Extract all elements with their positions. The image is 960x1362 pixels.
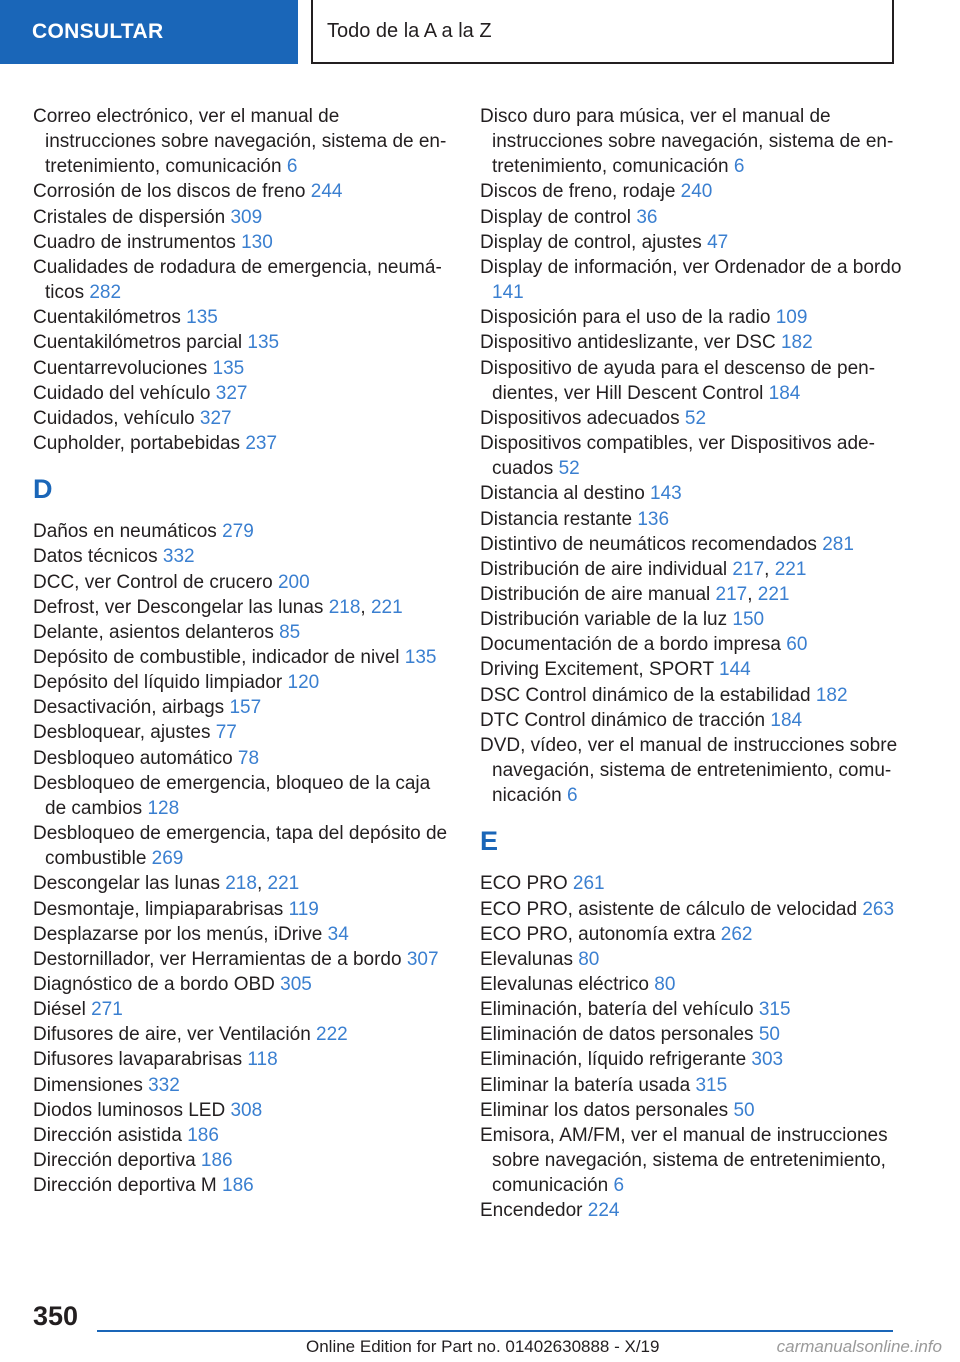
index-entry [480, 356, 910, 406]
entry-term: Distribución de aire individual [480, 558, 728, 580]
index-entry [480, 205, 910, 230]
page-number: 350 [33, 1301, 79, 1331]
index-entry [33, 1022, 453, 1047]
index-entry [480, 1047, 910, 1072]
page-reference-link[interactable]: 52 [558, 458, 580, 480]
index-entry [480, 708, 910, 733]
entry-term: Dirección deportiva M [33, 1175, 217, 1197]
page-reference-link[interactable]: 36 [636, 206, 658, 228]
entry-term: DVD, vídeo, ver el manual de instrucciones sobre navegación, sistema de entretenimiento, comunicación [480, 734, 898, 807]
index-entry [33, 1173, 453, 1198]
index-entry [480, 683, 910, 708]
entry-term: Daños en neumáticos [33, 521, 217, 543]
entry-term: DCC, ver Control de crucero [33, 571, 273, 593]
page-reference-link[interactable]: 128 [147, 797, 180, 819]
entry-term: Cristales de dispersión [33, 206, 226, 228]
entry-term: Distintivo de neumáticos recomendados [480, 533, 817, 555]
entry-term: Emisora, AM/FM, ver el manual de instrucciones sobre navegación, sistema de entretenimiento, comunicación [480, 1124, 888, 1197]
page-reference-link[interactable]: 332 [162, 546, 195, 568]
entry-term: ECO PRO, asistente de cálculo de velocidad [480, 898, 858, 920]
entry-term: Distancia al destino [480, 483, 645, 505]
entry-term: Cuidados, vehículo [33, 407, 195, 429]
index-entry [480, 871, 910, 896]
page-reference-link[interactable]: 221 [774, 558, 807, 580]
page-reference-link[interactable]: 307 [406, 948, 439, 970]
page-reference-link[interactable]: 200 [277, 571, 310, 593]
entry-term: Depósito de combustible, indicador de nivel [33, 646, 400, 668]
index-entry [33, 205, 453, 230]
page-reference-link[interactable]: 237 [245, 433, 278, 455]
page-reference-link[interactable]: 218 [328, 596, 361, 618]
page-reference-link[interactable]: 47 [707, 231, 729, 253]
entry-term: Dispositivos adecuados [480, 407, 680, 429]
entry-term: Desbloqueo de emergencia, tapa del depósito de combustible [33, 823, 448, 870]
entry-term: Discos de freno, rodaje [480, 181, 676, 203]
index-entry [33, 1047, 453, 1072]
index-column-right [480, 104, 910, 1224]
index-entry [33, 695, 453, 720]
page-reference-link[interactable]: 327 [199, 407, 232, 429]
entry-term: Diagnóstico de a bordo OBD [33, 974, 275, 995]
page-reference-link[interactable]: 217 [715, 583, 748, 605]
entry-term: Documentación de a bordo impresa [480, 634, 782, 656]
entry-term: Desbloqueo de emergencia, bloqueo de la caja de cambios [33, 772, 431, 819]
index-entry [480, 330, 910, 355]
entry-term: Disco duro para música, ver el manual de instrucciones sobre navegación, sistema de entretenimiento, comunicación [480, 106, 894, 178]
page-reference-link[interactable]: 50 [733, 1099, 755, 1121]
page-reference-link[interactable]: 135 [247, 332, 280, 354]
page-reference-link[interactable]: 269 [151, 848, 184, 870]
page-reference-link[interactable]: 244 [310, 181, 343, 203]
page-reference-link[interactable]: 186 [222, 1175, 254, 1197]
index-entry [33, 305, 453, 330]
page-reference-link[interactable]: 315 [758, 999, 791, 1021]
entry-term: Desbloqueo automático [33, 747, 233, 769]
index-entry [33, 431, 453, 456]
page-reference-link[interactable]: 34 [327, 923, 349, 945]
entry-term: Corrosión de los discos de freno [33, 181, 306, 203]
page-reference-link[interactable]: 309 [230, 206, 263, 228]
entry-term: Desbloquear, ajustes [33, 722, 211, 744]
page-reference-link[interactable]: 218 [225, 873, 257, 895]
entry-term: Diodos luminosos LED [33, 1099, 226, 1121]
index-entry [33, 230, 453, 255]
entry-term: Driving Excitement, SPORT [480, 659, 714, 681]
index-entry [33, 645, 453, 670]
page-reference-link[interactable]: 85 [279, 621, 301, 643]
index-entry [33, 104, 453, 179]
page-reference-link[interactable]: 221 [757, 583, 790, 605]
index-entry [33, 746, 453, 771]
page-reference-link[interactable]: 186 [187, 1124, 219, 1146]
index-entry [33, 406, 453, 431]
section-tab[interactable]: CONSULTAR [0, 0, 298, 64]
page-reference-link[interactable]: 144 [719, 659, 751, 681]
page-reference-link[interactable]: 6 [286, 156, 298, 178]
page-reference-link[interactable]: 221 [370, 596, 403, 618]
index-entry [33, 356, 453, 381]
page-reference-link[interactable]: 332 [148, 1074, 180, 1096]
page-title: Todo de la A a la Z [311, 0, 894, 64]
index-entry [480, 607, 910, 632]
page-reference-link[interactable]: 282 [89, 282, 122, 304]
entry-term: Dispositivo antideslizante, ver DSC [480, 332, 776, 354]
entry-term: Correo electrónico, ver el manual de instrucciones sobre navegación, sistema de entretenimiento, comunicación [33, 106, 447, 178]
entry-term: Display de información, ver Ordenador de a bordo [480, 256, 902, 278]
page-reference-link[interactable]: 263 [862, 898, 895, 920]
entry-term: Elevalunas [480, 948, 573, 970]
index-entry [33, 544, 453, 569]
page-reference-link[interactable]: 308 [230, 1099, 263, 1121]
entry-term: Disposición para el uso de la radio [480, 307, 771, 329]
page-reference-link[interactable]: 182 [780, 332, 813, 354]
index-entry [33, 1123, 453, 1148]
index-entry [480, 104, 910, 179]
page-reference-link[interactable]: 119 [288, 898, 319, 920]
page-reference-link[interactable]: 281 [822, 533, 854, 555]
page-reference-link[interactable]: 60 [786, 634, 808, 656]
edition-note: Online Edition for Part no. 01402630888 - X/19 [306, 1337, 660, 1356]
index-entry [33, 720, 453, 745]
section-letter: D [33, 474, 53, 505]
page-reference-link[interactable]: 50 [758, 1024, 780, 1046]
index-entry [33, 670, 453, 695]
index-entry [480, 1073, 910, 1098]
index-entry: Descongelar las lunas 218, 221 [33, 873, 300, 895]
entry-term: ECO PRO, autonomía extra [480, 923, 716, 945]
entry-term: DSC Control dinámico de la estabilidad [480, 684, 811, 706]
footer-divider [97, 1330, 893, 1332]
page-reference-link[interactable]: 109 [775, 307, 808, 329]
index-entry [33, 519, 453, 544]
index-entry [480, 897, 910, 922]
index-entry [33, 330, 453, 355]
entry-term: Descongelar las lunas [33, 873, 220, 895]
index-entry: Distribución de aire manual 217, 221 [480, 583, 790, 605]
page-reference-link[interactable]: 135 [404, 646, 437, 668]
entry-term: Desactivación, airbags [33, 697, 225, 719]
index-entry [480, 230, 910, 255]
page-reference-link[interactable]: 150 [732, 609, 765, 631]
index-entry [33, 1098, 453, 1123]
index-entry: Distribución de aire individual 217, 221 [480, 558, 807, 580]
page-reference-link[interactable]: 130 [241, 231, 273, 253]
page-reference-link[interactable]: 52 [684, 407, 707, 429]
page-reference-link[interactable]: 222 [316, 1024, 348, 1046]
page-reference-link[interactable]: 157 [229, 697, 262, 719]
entry-term: Difusores lavaparabrisas [33, 1049, 243, 1071]
entry-term: Eliminación, batería del vehículo [480, 999, 754, 1021]
entry-term: Display de control [480, 206, 632, 228]
entry-term: Eliminación de datos personales [480, 1024, 754, 1046]
index-entry [33, 897, 453, 922]
page-reference-link[interactable]: 78 [237, 747, 260, 769]
section-letter: E [480, 826, 499, 857]
index-entry [480, 1198, 910, 1223]
page-reference-link[interactable]: 186 [200, 1150, 233, 1172]
entry-term: DTC Control dinámico de tracción [480, 709, 766, 731]
index-entry [33, 179, 453, 204]
page-reference-link[interactable]: 261 [572, 873, 605, 895]
index-entry [33, 1073, 453, 1098]
page-reference-link[interactable]: 136 [637, 508, 670, 530]
index-entry [33, 620, 453, 645]
page-reference-link[interactable]: 6 [733, 156, 745, 178]
entry-term: Desmontaje, limpiaparabrisas [33, 898, 284, 920]
entry-term: Display de control, ajustes [480, 231, 702, 253]
page-reference-link[interactable]: 80 [654, 974, 676, 995]
entry-term: Desplazarse por los menús, iDrive [33, 923, 323, 945]
entry-term: Distancia restante [480, 508, 633, 530]
index-entry [33, 821, 453, 871]
entry-term: Dimensiones [33, 1074, 143, 1096]
entry-term: Cuentakilómetros parcial [33, 332, 243, 354]
index-entry [480, 1022, 910, 1047]
entry-term: Distribución de aire manual [480, 583, 711, 605]
entry-term: Dispositivo de ayuda para el descenso de pendientes, ver Hill Descent Control [480, 357, 876, 404]
index-entry: Defrost, ver Descongelar las lunas 218, 221 [33, 596, 403, 618]
index-entry [33, 255, 453, 305]
page-reference-link[interactable]: 217 [732, 558, 765, 580]
index-entry [480, 922, 910, 947]
entry-term: Cuentarrevoluciones [33, 357, 208, 379]
entry-term: Distribución variable de la luz [480, 609, 728, 631]
watermark: carmanualsonline.info [776, 1337, 942, 1356]
page-reference-link[interactable]: 221 [267, 873, 300, 895]
index-entry [480, 997, 910, 1022]
entry-term: Difusores de aire, ver Ventilación [33, 1024, 311, 1046]
page-reference-link[interactable]: 327 [215, 382, 248, 404]
entry-term: Datos técnicos [33, 546, 158, 568]
entry-term: Cupholder, portabebidas [33, 433, 241, 455]
entry-term: Cuentakilómetros [33, 307, 181, 329]
index-entry [480, 431, 910, 481]
page-reference-link[interactable]: 240 [680, 181, 713, 203]
page-reference-link[interactable]: 224 [587, 1200, 620, 1222]
entry-term: Delante, asientos delanteros [33, 621, 274, 643]
index-entry [480, 179, 910, 204]
entry-term: Encendedor [480, 1200, 583, 1222]
entry-term: Dirección asistida [33, 1124, 182, 1146]
page-reference-link[interactable]: 141 [492, 282, 524, 304]
index-entry [480, 972, 910, 997]
page-reference-link[interactable]: 271 [91, 999, 123, 1021]
index-column-left [33, 104, 453, 1198]
entry-term: Eliminar la batería usada [480, 1074, 691, 1096]
page-reference-link[interactable]: 120 [287, 672, 320, 694]
index-entry [480, 406, 910, 431]
page-reference-link[interactable]: 118 [247, 1049, 278, 1071]
index-entry [480, 481, 910, 506]
page-reference-link[interactable]: 184 [770, 709, 803, 731]
page-reference-link[interactable]: 6 [567, 785, 578, 807]
page-reference-link[interactable]: 315 [695, 1074, 728, 1096]
page-reference-link[interactable]: 77 [215, 722, 237, 744]
index-entry [480, 657, 910, 682]
index-entry [480, 532, 910, 557]
entry-term: Cuadro de instrumentos [33, 231, 236, 253]
page-reference-link[interactable]: 135 [186, 307, 218, 329]
page-reference-link[interactable]: 6 [613, 1175, 625, 1197]
page-reference-link[interactable]: 184 [768, 382, 801, 404]
entry-term: Elevalunas eléctrico [480, 974, 649, 995]
index-entry [480, 507, 910, 532]
index-entry [480, 305, 910, 330]
index-entry [480, 255, 910, 305]
index-entry [480, 733, 910, 808]
page-reference-link[interactable]: 80 [578, 948, 600, 970]
entry-term: Cuidado del vehículo [33, 382, 211, 404]
entry-term: Defrost, ver Descongelar las lunas [33, 596, 324, 618]
index-entry [33, 997, 453, 1022]
entry-term: Diésel [33, 999, 86, 1021]
entry-term: ECO PRO [480, 873, 568, 895]
index-entry [33, 1148, 453, 1173]
entry-term: Eliminación, líquido refrigerante [480, 1049, 747, 1071]
page-reference-link[interactable]: 279 [222, 521, 254, 543]
page-reference-link[interactable]: 262 [720, 923, 753, 945]
page-reference-link[interactable]: 182 [815, 684, 848, 706]
entry-term: Depósito del líquido limpiador [33, 672, 283, 694]
index-entry [33, 947, 453, 972]
index-entry [480, 1123, 910, 1198]
entry-term: Cualidades de rodadura de emergencia, neumáticos [33, 256, 442, 304]
index-entry [480, 947, 910, 972]
index-entry [480, 632, 910, 657]
page-reference-link[interactable]: 305 [280, 974, 312, 995]
index-entry [33, 771, 453, 821]
index-entry [33, 972, 453, 997]
page-reference-link[interactable]: 143 [650, 483, 682, 505]
entry-term: Eliminar los datos personales [480, 1099, 729, 1121]
entry-term: Dirección deportiva [33, 1150, 196, 1172]
entry-term: Destornillador, ver Herramientas de a bordo [33, 948, 402, 970]
index-entry [33, 570, 453, 595]
index-entry [33, 381, 453, 406]
index-entry [480, 1098, 910, 1123]
entry-term: Dispositivos compatibles, ver Dispositivos adecuados [480, 433, 875, 480]
page-reference-link[interactable]: 303 [751, 1049, 784, 1071]
index-entry [33, 922, 453, 947]
page-reference-link[interactable]: 135 [212, 357, 245, 379]
